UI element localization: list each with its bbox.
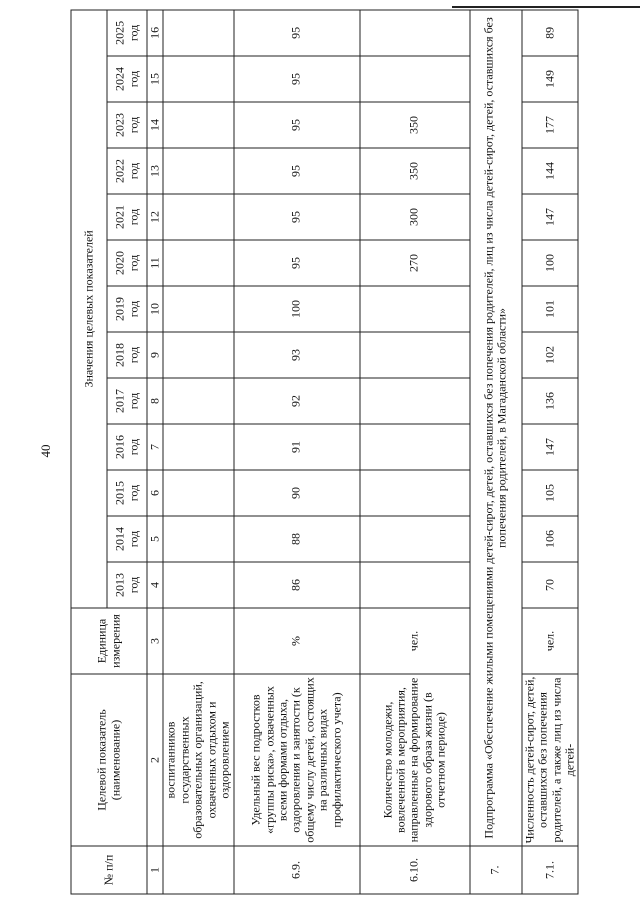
value-cell: 102 (521, 332, 578, 378)
table-row (233, 10, 359, 894)
value-cell (359, 332, 469, 378)
value-cell: 100 (521, 240, 578, 286)
column-number: 7 (147, 424, 163, 470)
value-cell: 89 (521, 10, 578, 56)
year-header: 2021 год (107, 194, 147, 240)
value-cell: 136 (521, 378, 578, 424)
row-unit: % (233, 608, 359, 674)
value-cell: 95 (233, 148, 359, 194)
subprogram-num: 7. (469, 846, 521, 894)
row-num: 6.10. (359, 846, 469, 894)
value-cell: 92 (233, 378, 359, 424)
rotated-table-sheet (70, 10, 576, 895)
column-number: 9 (147, 332, 163, 378)
value-cell: 101 (521, 286, 578, 332)
column-number-row (147, 10, 163, 894)
header-unit: Единица измерения (71, 608, 147, 674)
column-number: 10 (147, 286, 163, 332)
row-name: Численность детей-сирот, детей, оставшихся без попечения родителей, а также лиц из числа детей- (521, 674, 578, 846)
value-cell: 106 (521, 516, 578, 562)
value-cell: 90 (233, 470, 359, 516)
column-number: 4 (147, 562, 163, 608)
value-cell: 270 (359, 240, 469, 286)
value-cell: 300 (359, 194, 469, 240)
value-cell: 147 (521, 424, 578, 470)
value-cell: 350 (359, 102, 469, 148)
year-header: 2016 год (107, 424, 147, 470)
value-cell (163, 286, 233, 332)
column-number: 8 (147, 378, 163, 424)
value-cell: 105 (521, 470, 578, 516)
year-header: 2014 год (107, 516, 147, 562)
value-cell (163, 240, 233, 286)
value-cell: 91 (233, 424, 359, 470)
column-number: 11 (147, 240, 163, 286)
row-name: Количество молодежи, вовлеченной в мероприятия, направленные на формирование здорового образа жизни (в отчетном периоде) (359, 674, 469, 846)
value-cell: 177 (521, 102, 578, 148)
year-header: 2018 год (107, 332, 147, 378)
value-cell: 95 (233, 102, 359, 148)
year-header: 2017 год (107, 378, 147, 424)
year-header: 2025 год (107, 10, 147, 56)
year-header: 2020 год (107, 240, 147, 286)
value-cell (359, 10, 469, 56)
top-rule (452, 6, 640, 8)
value-cell (163, 102, 233, 148)
column-number: 5 (147, 516, 163, 562)
page-number: 40 (38, 444, 53, 458)
table-row (163, 10, 233, 894)
value-cell (163, 194, 233, 240)
value-cell (359, 516, 469, 562)
value-cell (163, 148, 233, 194)
row-name: воспитанников государственных образовательных организаций, охваченных отдыхом и оздоровлением (163, 674, 233, 846)
target-indicators-table (70, 9, 578, 894)
column-number: 12 (147, 194, 163, 240)
table-row (521, 10, 578, 894)
year-header: 2019 год (107, 286, 147, 332)
row-unit: чел. (359, 608, 469, 674)
value-cell: 100 (233, 286, 359, 332)
row-num: 6.9. (233, 846, 359, 894)
row-name: Удельный вес подростков «группы риска», охваченных всеми формами отдыха, оздоровления и занятости (к общему числу детей, состоящих на различных видах профилактического учета) (233, 674, 359, 846)
value-cell (163, 562, 233, 608)
column-number: 2 (147, 674, 163, 846)
column-number: 1 (147, 846, 163, 894)
value-cell (359, 562, 469, 608)
row-unit (163, 608, 233, 674)
value-cell (163, 470, 233, 516)
year-header: 2023 год (107, 102, 147, 148)
value-cell (359, 424, 469, 470)
row-unit: чел. (521, 608, 578, 674)
column-number: 15 (147, 56, 163, 102)
value-cell (359, 378, 469, 424)
subprogram-row (469, 10, 521, 894)
row-num (163, 846, 233, 894)
value-cell: 149 (521, 56, 578, 102)
table-row (359, 10, 469, 894)
year-header: 2022 год (107, 148, 147, 194)
year-header: 2015 год (107, 470, 147, 516)
value-cell: 95 (233, 10, 359, 56)
value-cell: 95 (233, 240, 359, 286)
value-cell (359, 470, 469, 516)
value-cell: 93 (233, 332, 359, 378)
value-cell: 147 (521, 194, 578, 240)
column-number: 3 (147, 608, 163, 674)
value-cell (359, 286, 469, 332)
value-cell (163, 516, 233, 562)
row-num: 7.1. (521, 846, 578, 894)
value-cell (163, 378, 233, 424)
header-num: № п/п (71, 846, 147, 894)
value-cell: 95 (233, 194, 359, 240)
year-header: 2024 год (107, 56, 147, 102)
header-name: Целевой показатель (наименование) (71, 674, 147, 846)
value-cell: 88 (233, 516, 359, 562)
value-cell (163, 56, 233, 102)
column-number: 13 (147, 148, 163, 194)
column-number: 16 (147, 10, 163, 56)
column-number: 6 (147, 470, 163, 516)
year-header: 2013 год (107, 562, 147, 608)
value-cell (163, 10, 233, 56)
column-number: 14 (147, 102, 163, 148)
value-cell: 144 (521, 148, 578, 194)
value-cell: 95 (233, 56, 359, 102)
value-cell (359, 56, 469, 102)
header-values-group: Значения целевых показателей (71, 10, 107, 608)
value-cell: 86 (233, 562, 359, 608)
value-cell (163, 424, 233, 470)
subprogram-title: Подпрограмма «Обеспечение жилыми помещениями детей-сирот, детей, оставшихся без попечения родителей, лиц из числа детей-сирот, детей, оставшихся без попечения родителей, в Магаданской области» (469, 10, 521, 846)
value-cell: 70 (521, 562, 578, 608)
value-cell: 350 (359, 148, 469, 194)
value-cell (163, 332, 233, 378)
